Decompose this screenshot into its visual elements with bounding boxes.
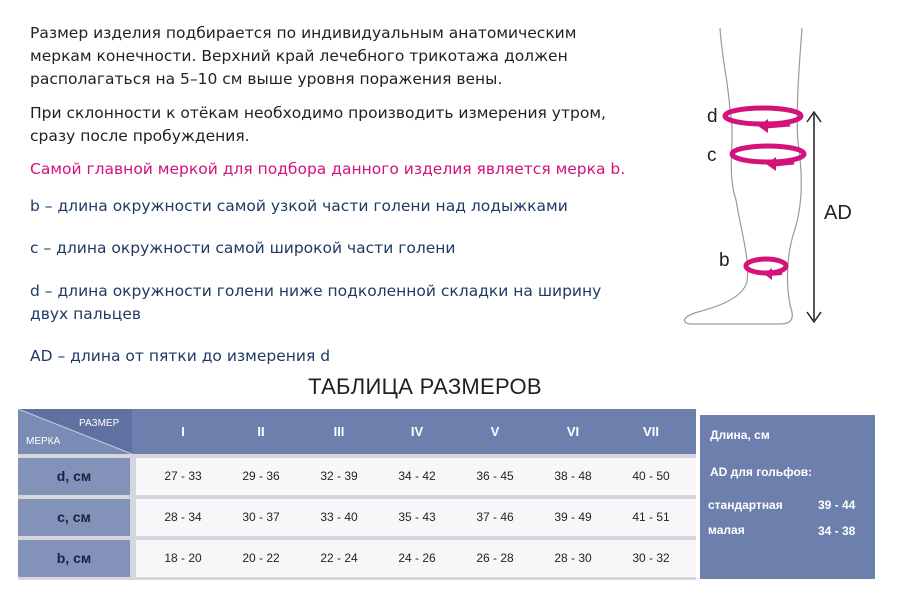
intro-paragraph-1: Размер изделия подбирается по индивидуальным анатомическим меркам конечности. Верхний край лечебного трикотажа должен располагаться на 5–10 см выше уровня поражения вены. bbox=[30, 24, 577, 88]
table-cell: 29 - 36 bbox=[242, 469, 280, 483]
small-value: 34 - 38 bbox=[818, 524, 856, 538]
table-cell: 30 - 32 bbox=[632, 551, 670, 565]
main-measure-note: Самой главной меркой для подбора данного изделия является мерка b. bbox=[30, 160, 626, 178]
figure-label-c: c bbox=[707, 145, 717, 166]
definition-c: c – длина окружности самой широкой части голени bbox=[30, 239, 456, 257]
table-cell: 40 - 50 bbox=[632, 469, 670, 483]
size-col-7: VII bbox=[643, 424, 659, 439]
size-col-4: IV bbox=[410, 424, 424, 439]
table-cell: 22 - 24 bbox=[320, 551, 358, 565]
table-cell: 28 - 34 bbox=[164, 510, 202, 524]
table-cell: 26 - 28 bbox=[476, 551, 514, 565]
size-col-2: II bbox=[257, 424, 265, 439]
size-col-1: I bbox=[181, 424, 185, 439]
size-table-title: ТАБЛИЦА РАЗМЕРОВ bbox=[308, 374, 542, 399]
table-cell: 32 - 39 bbox=[320, 469, 358, 483]
table-row bbox=[136, 458, 696, 495]
table-row bbox=[136, 499, 696, 536]
table-cell: 28 - 30 bbox=[554, 551, 592, 565]
table-cell: 18 - 20 bbox=[164, 551, 202, 565]
ad-arrow bbox=[807, 112, 821, 322]
definition-d: d – длина окружности голени ниже подколенной складки на ширину двух пальцев bbox=[30, 282, 602, 323]
leg-outline bbox=[684, 28, 802, 324]
standard-label: стандартная bbox=[708, 498, 783, 512]
table-cell: 37 - 46 bbox=[476, 510, 514, 524]
intro-paragraph-2: При склонности к отёкам необходимо производить измерения утром, сразу после пробуждения. bbox=[30, 104, 606, 145]
table-cell: 20 - 22 bbox=[242, 551, 280, 565]
size-col-6: VI bbox=[566, 424, 580, 439]
table-cell: 36 - 45 bbox=[476, 469, 514, 483]
row-label-d: d, см bbox=[18, 458, 130, 495]
standard-value: 39 - 44 bbox=[818, 498, 856, 512]
corner-cell bbox=[18, 409, 132, 454]
table-cell: 24 - 26 bbox=[398, 551, 436, 565]
figure-label-ad: AD bbox=[824, 202, 852, 224]
table-cell: 38 - 48 bbox=[554, 469, 592, 483]
row-label-b: b, см bbox=[18, 540, 130, 577]
leg-measurement-illustration bbox=[670, 20, 900, 340]
length-label: Длина, см bbox=[710, 428, 770, 442]
table-cell: 34 - 42 bbox=[398, 469, 436, 483]
table-cell: 39 - 49 bbox=[554, 510, 592, 524]
size-table bbox=[18, 409, 696, 580]
size-col-5: V bbox=[490, 424, 500, 439]
size-header-row bbox=[18, 409, 696, 454]
golf-ad-label: AD для гольфов: bbox=[710, 465, 813, 479]
small-label: малая bbox=[708, 523, 745, 537]
corner-diagonal bbox=[18, 409, 132, 454]
table-cell: 27 - 33 bbox=[164, 469, 202, 483]
ad-length-panel bbox=[700, 415, 875, 579]
definition-ad: AD – длина от пятки до измерения d bbox=[30, 347, 331, 365]
table-cell: 30 - 37 bbox=[242, 510, 280, 524]
figure-label-b: b bbox=[719, 250, 730, 271]
table-row bbox=[136, 540, 696, 577]
row-label-c: c, см bbox=[18, 499, 130, 536]
table-cell: 33 - 40 bbox=[320, 510, 358, 524]
size-col-3: III bbox=[333, 424, 345, 439]
corner-measure-label: МЕРКА bbox=[26, 436, 61, 447]
definition-b: b – длина окружности самой узкой части голени над лодыжками bbox=[30, 197, 568, 215]
table-cell: 41 - 51 bbox=[632, 510, 670, 524]
corner-size-label: РАЗМЕР bbox=[79, 418, 120, 429]
figure-label-d: d bbox=[707, 106, 718, 127]
table-cell: 35 - 43 bbox=[398, 510, 436, 524]
